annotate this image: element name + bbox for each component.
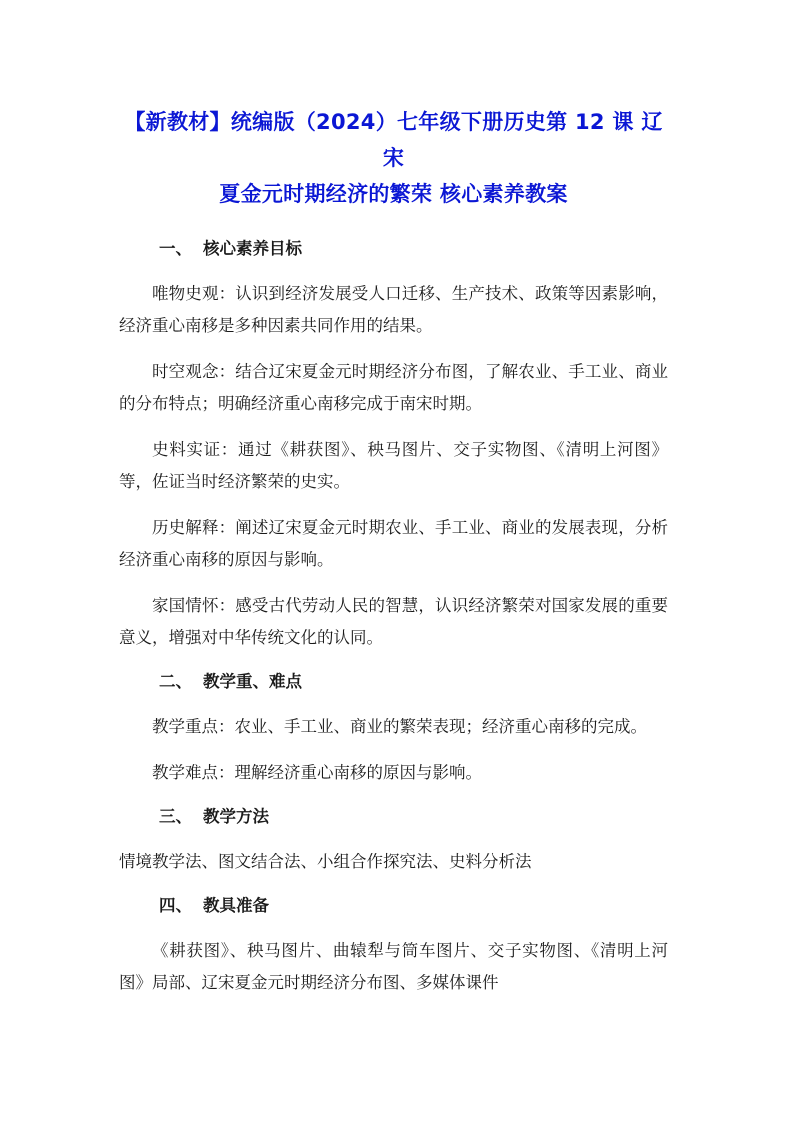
- paragraph-historical-evidence: 史料实证：通过《耕获图》、秧马图片、交子实物图、《清明上河图》等，佐证当时经济繁荣的史实。: [119, 440, 668, 491]
- paragraph-teaching-aids: 《耕获图》、秧马图片、曲辕犁与筒车图片、交子实物图、《清明上河图》局部、辽宋夏金元时期经济分布图、多媒体课件: [119, 941, 668, 992]
- paragraph-teaching-methods: 情境教学法、图文结合法、小组合作探究法、史料分析法: [119, 852, 532, 871]
- section-heading-teaching-methods: [119, 805, 668, 829]
- document-title: [119, 104, 668, 212]
- paragraph-historical-materialism: 唯物史观：认识到经济发展受人口迁移、生产技术、政策等因素影响，经济重心南移是多种因素共同作用的结果。: [119, 284, 668, 335]
- section-heading-text: 核心素养目标: [203, 239, 302, 258]
- paragraph-spatiotemporal-concept: 时空观念：结合辽宋夏金元时期经济分布图，了解农业、手工业、商业的分布特点；明确经济重心南移完成于南宋时期。: [119, 362, 668, 413]
- section-heading-text: 教学方法: [203, 807, 269, 826]
- section-number: 四、: [159, 896, 192, 915]
- section-number: 二、: [159, 672, 192, 691]
- paragraph-historical-interpretation: 历史解释：阐述辽宋夏金元时期农业、手工业、商业的发展表现，分析经济重心南移的原因与影响。: [119, 518, 668, 569]
- section-heading-key-points: [119, 670, 668, 694]
- section-heading-core-literacy: [119, 237, 668, 261]
- section-heading-text: 教学重、难点: [203, 672, 302, 691]
- section-number: 一、: [159, 239, 192, 258]
- section-heading-teaching-aids: [119, 894, 668, 918]
- paragraph-teaching-difficulty: 教学难点：理解经济重心南移的原因与影响。: [152, 763, 482, 782]
- section-number: 三、: [159, 807, 192, 826]
- section-heading-text: 教具准备: [203, 896, 269, 915]
- paragraph-teaching-focus: 教学重点：农业、手工业、商业的繁荣表现；经济重心南移的完成。: [152, 717, 647, 736]
- document-title-line-1: 【新教材】统编版（2024）七年级下册历史第 12 课 辽宋: [124, 110, 663, 170]
- paragraph-patriotism: 家国情怀：感受古代劳动人民的智慧，认识经济繁荣对国家发展的重要意义，增强对中华传统文化的认同。: [119, 596, 668, 647]
- document-title-line-2: 夏金元时期经济的繁荣 核心素养教案: [219, 182, 568, 206]
